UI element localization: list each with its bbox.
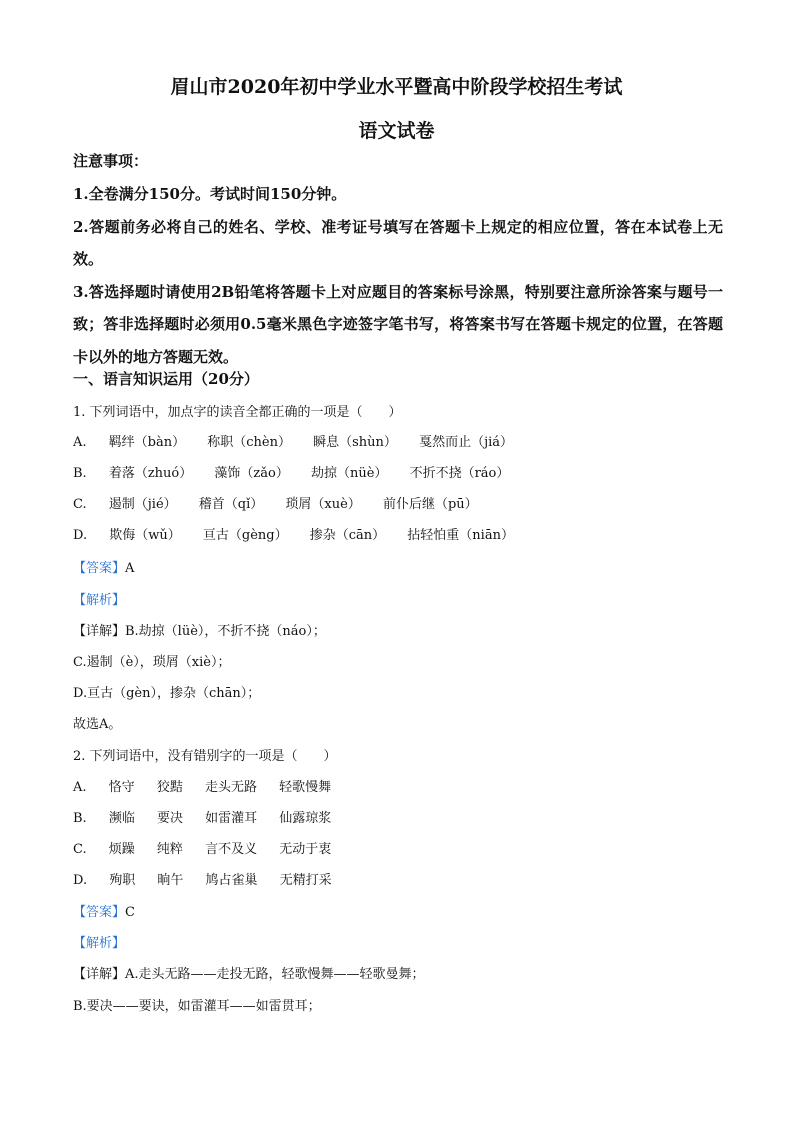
option-word: 轻歌慢舞 <box>279 780 332 795</box>
option-letter: B. <box>73 466 87 481</box>
exam-subtitle: 语文试卷 <box>358 120 435 142</box>
option-word: 鸠占雀巢 <box>205 873 258 888</box>
q2-stem: 2. 下列词语中，没有错别字的一项是（ ） <box>73 749 337 764</box>
option-word: 晌午 <box>157 873 184 888</box>
q1-option-b <box>73 462 527 481</box>
option-word: 瞬息（shùn） <box>313 435 397 450</box>
q2-analysis-tag: 【解析】 <box>73 936 126 951</box>
option-word: 无精打采 <box>279 873 332 888</box>
q1-stem: 1. 下列词语中，加点字的读音全都正确的一项是（ ） <box>73 405 402 420</box>
answer-tag: 【答案】 <box>73 561 126 576</box>
option-word: 前仆后继（pū） <box>382 497 478 512</box>
q2-answer <box>73 901 135 920</box>
q1-option-a <box>73 431 531 450</box>
notice-item: 2.答题前务必将自己的姓名、学校、准考证号填写在答题卡上规定的相应位置，答在本试卷上无效。 <box>73 217 723 268</box>
option-word: 琐屑（xuè） <box>285 497 361 512</box>
answer-value: A <box>125 561 135 576</box>
exam-title: 眉山市2020年初中学业水平暨高中阶段学校招生考试 <box>170 76 623 98</box>
q2-option-a <box>73 776 349 795</box>
option-word: 藻饰（zǎo） <box>214 466 289 481</box>
option-letter: C. <box>73 842 87 857</box>
option-word: 掺杂（cān） <box>309 528 386 543</box>
option-word: 劫掠（nüè） <box>310 466 388 481</box>
q2-option-d <box>73 869 350 888</box>
option-word: 仙露琼浆 <box>279 811 332 826</box>
answer-tag: 【答案】 <box>73 905 126 920</box>
option-word: 欺侮（wǔ） <box>109 528 181 543</box>
q1-detail-line: C.遏制（è），琐屑（xiè）； <box>73 655 231 670</box>
notice-heading: 注意事项： <box>73 152 149 170</box>
option-word: 着落（zhuó） <box>108 466 193 481</box>
notice-item: 3.答选择题时请使用2B铅笔将答题卡上对应题目的答案标号涂黑，特别要注意所涂答案与题号一致；答非选择题时必须用0.5毫米黑色字迹签字笔书写，将答案书写在答题卡规定的位置，在答题卡以外的地方答题无效。 <box>73 282 723 366</box>
q2-option-b <box>73 807 349 826</box>
option-letter: C. <box>73 497 87 512</box>
option-word: 言不及义 <box>205 842 258 857</box>
notice-item: 1.全卷满分150分。考试时间150分钟。 <box>73 185 347 203</box>
option-word: 烦躁 <box>108 842 135 857</box>
option-word: 纯粹 <box>156 842 183 857</box>
option-word: 稽首（qǐ） <box>198 497 264 512</box>
option-letter: D. <box>73 873 88 888</box>
q1-detail-line: 【详解】B.劫掠（lüè），不折不挠（náo）； <box>73 624 326 639</box>
q1-detail-line: 故选A。 <box>73 717 122 732</box>
option-word: 亘古（gèng） <box>202 528 288 543</box>
option-word: 戛然而止（jiá） <box>419 435 514 450</box>
answer-value: C <box>125 905 135 920</box>
option-word: 狡黠 <box>156 780 183 795</box>
q1-option-c <box>73 493 496 512</box>
option-word: 称职（chèn） <box>207 435 291 450</box>
q1-answer <box>73 557 134 576</box>
option-word: 羁绊（bàn） <box>108 435 186 450</box>
section-heading: 一、语言知识运用（20分） <box>73 370 259 388</box>
notice-list <box>73 178 723 373</box>
option-word: 濒临 <box>108 811 135 826</box>
option-letter: A. <box>73 435 87 450</box>
q2-option-c <box>73 838 349 857</box>
option-word: 遏制（jié） <box>108 497 177 512</box>
option-letter: B. <box>73 811 87 826</box>
option-word: 拈轻怕重（niān） <box>407 528 514 543</box>
option-word: 殉职 <box>109 873 136 888</box>
q1-analysis-tag: 【解析】 <box>73 593 126 608</box>
q1-detail-line: D.亘古（gèn），掺杂（chān）； <box>73 686 261 701</box>
q2-detail-line: B.要决——要诀，如雷灌耳——如雷贯耳； <box>73 999 321 1014</box>
option-word: 如雷灌耳 <box>205 811 258 826</box>
option-word: 走头无路 <box>204 780 257 795</box>
option-word: 不折不挠（ráo） <box>409 466 510 481</box>
option-letter: A. <box>73 780 87 795</box>
option-word: 要决 <box>156 811 183 826</box>
q1-option-d <box>73 524 532 543</box>
q2-detail-line: 【详解】A.走头无路——走投无路，轻歌慢舞——轻歌曼舞； <box>73 967 425 982</box>
option-word: 恪守 <box>108 780 135 795</box>
option-word: 无动于衷 <box>279 842 332 857</box>
option-letter: D. <box>73 528 88 543</box>
